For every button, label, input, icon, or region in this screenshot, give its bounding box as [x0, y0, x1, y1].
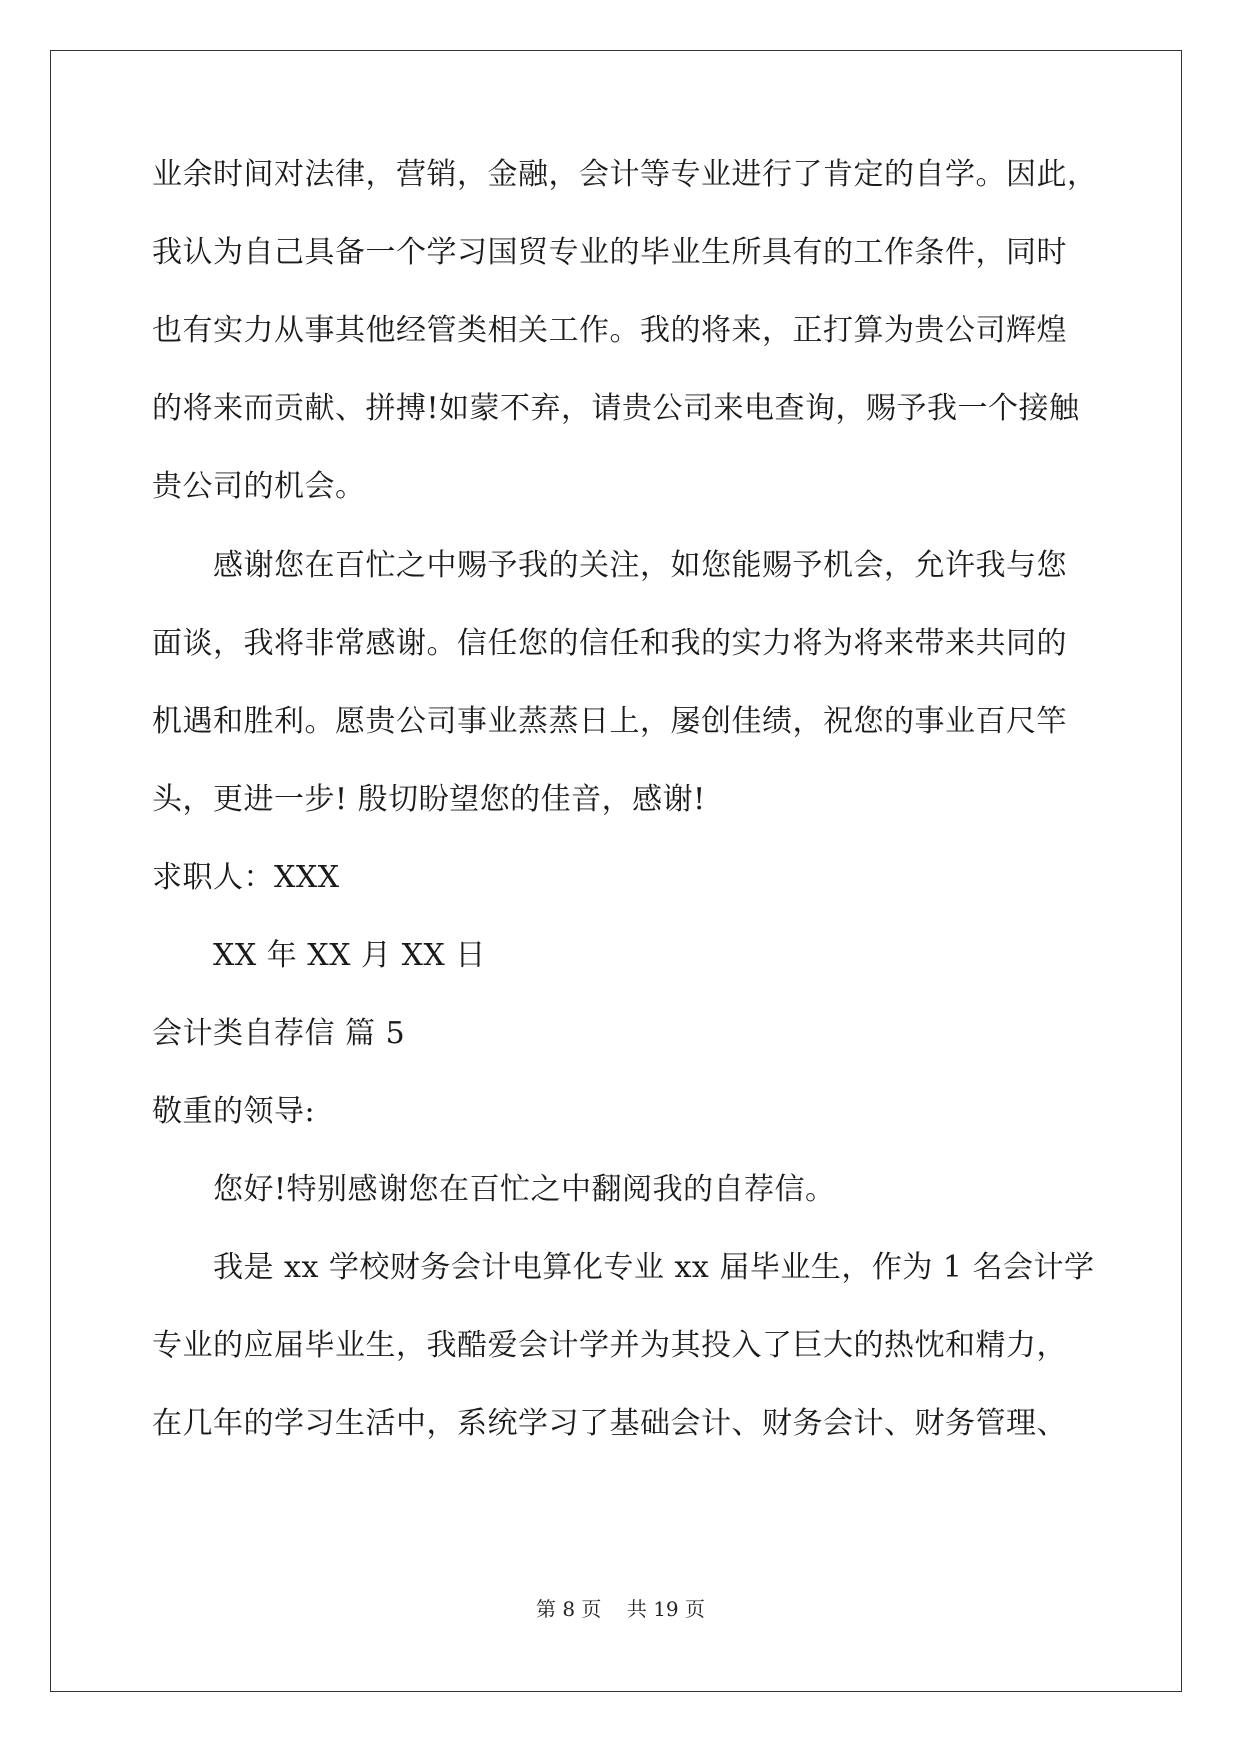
page-number: 第 8 页 共 19 页: [535, 1597, 706, 1621]
section-heading: 会计类自荐信 篇 5: [152, 1016, 406, 1051]
paragraph-line: 业余时间对法律，营销，金融，会计等专业进行了肯定的自学。因此，: [152, 157, 1098, 192]
paragraph-line: 贵公司的机会。: [152, 469, 366, 504]
date-line: XX 年 XX 月 XX 日: [213, 938, 486, 973]
paragraph-line: 也有实力从事其他经管类相关工作。我的将来，正打算为贵公司辉煌: [152, 313, 1067, 348]
signature-line: 求职人：XXX: [152, 860, 340, 895]
paragraph-line: 感谢您在百忙之中赐予我的关注，如您能赐予机会，允许我与您: [213, 548, 1067, 583]
paragraph-line: 的将来而贡献、拼搏!如蒙不弃，请贵公司来电查询，赐予我一个接触: [152, 391, 1080, 426]
paragraph-line: 专业的应届毕业生，我酷爱会计学并为其投入了巨大的热忱和精力，: [152, 1328, 1067, 1363]
paragraph-line: 在几年的学习生活中，系统学习了基础会计、财务会计、财务管理、: [152, 1406, 1067, 1441]
paragraph-line: 我认为自己具备一个学习国贸专业的毕业生所具有的工作条件，同时: [152, 235, 1067, 270]
salutation: 敬重的领导:: [152, 1094, 316, 1129]
paragraph-line: 机遇和胜利。愿贵公司事业蒸蒸日上，屡创佳绩，祝您的事业百尺竿: [152, 704, 1067, 739]
paragraph-line: 您好!特别感谢您在百忙之中翻阅我的自荐信。: [213, 1172, 836, 1207]
paragraph-line: 头，更进一步! 殷切盼望您的佳音，感谢!: [152, 782, 706, 817]
paragraph-line: 我是 xx 学校财务会计电算化专业 xx 届毕业生，作为 1 名会计学: [213, 1250, 1095, 1285]
paragraph-line: 面谈，我将非常感谢。信任您的信任和我的实力将为将来带来共同的: [152, 626, 1067, 661]
